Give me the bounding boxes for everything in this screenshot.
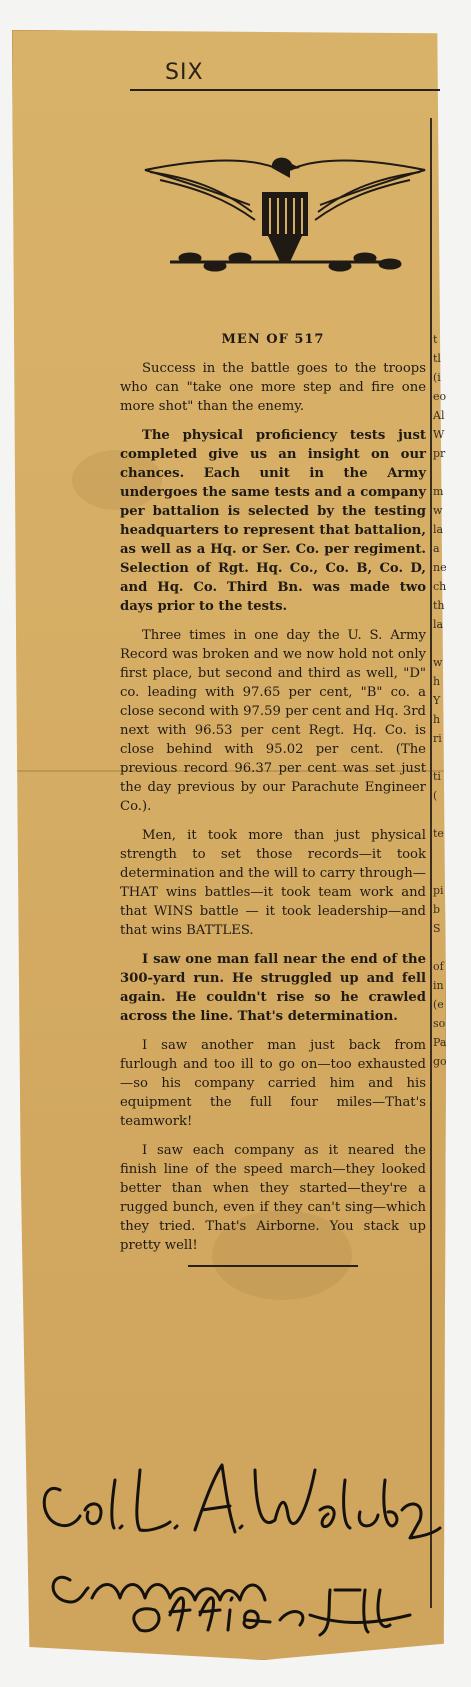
adjacent-fragment: ti xyxy=(433,770,441,783)
eagle-emblem-icon xyxy=(140,150,430,290)
article-paragraph: I saw another man just back from furlough and too ill to go on—too exhausted—so his company carried him and his equipment the full four miles—That's teamwork! xyxy=(120,1038,426,1129)
article-paragraph: Three times in one day the U. S. Army Record was broken and we now hold not only first place, but second and third as well, "D" co. leading with 97.65 per cent, "B" co. a close second with 97.59 per cent and Hq. 3rd next with 96.53 per cent Regt. Hq. Co. is close behind with 95.02 per cent. (The previous record 96.37 per cent was set just the day previous by our Parachute Engineer Co.). xyxy=(120,628,426,814)
adjacent-fragment: h xyxy=(433,675,441,688)
adjacent-fragment: m xyxy=(433,485,444,498)
adjacent-fragment: pr xyxy=(433,447,446,460)
article-paragraph: I saw one man fall near the end of the 300-yard run. He struggled up and fell again. He couldn't rise so he crawled across the line. That's determination. xyxy=(120,952,426,1024)
adjacent-fragment: eo xyxy=(433,390,447,403)
page-number: SIX xyxy=(165,60,204,85)
adjacent-fragment: te xyxy=(433,827,444,840)
article-paragraph: The physical proficiency tests just completed give us an insight on our chances. Each unit in the Army undergoes the same tests and a company per battalion is selected by the testing headquarters to represent that battalion, as well as a Hq. or Ser. Co. per regiment. Selection of Rgt. Hq. Co., Co. B, Co. D, and Hq. Co. Third Bn. was made two days prior to the tests. xyxy=(120,428,426,614)
column-rule xyxy=(430,118,432,1608)
article xyxy=(120,330,426,1267)
article-paragraph: Men, it took more than just physical strength to set those records—it took determination and the will to carry through—THAT wins battles—it took team work and that WINS battle — it took leadership—and that wins BATTLES. xyxy=(120,828,426,938)
adjacent-fragment xyxy=(433,805,453,824)
adjacent-fragment: ne xyxy=(433,561,447,574)
end-rule xyxy=(188,1265,358,1267)
adjacent-fragment: (e xyxy=(433,998,444,1011)
adjacent-fragment: th xyxy=(433,599,445,612)
adjacent-fragment: b xyxy=(433,903,441,916)
adjacent-fragment xyxy=(433,938,453,957)
adjacent-fragment: in xyxy=(433,979,444,992)
handwritten-signature xyxy=(30,1440,450,1640)
article-paragraph: Success in the battle goes to the troops who can "take one more step and fire one more shot" than the enemy. xyxy=(120,361,426,414)
adjacent-fragment: w xyxy=(433,504,443,517)
adjacent-fragment: la xyxy=(433,523,444,536)
adjacent-fragment: la xyxy=(433,618,444,631)
adjacent-fragment: (i xyxy=(433,371,441,384)
adjacent-fragment: a xyxy=(433,542,440,555)
adjacent-fragment xyxy=(433,862,453,881)
adjacent-fragment: w xyxy=(433,656,443,669)
adjacent-fragment: h xyxy=(433,713,441,726)
adjacent-fragment: of xyxy=(433,960,444,973)
adjacent-fragment: ch xyxy=(433,580,447,593)
adjacent-fragment: pi xyxy=(433,884,444,897)
adjacent-fragment: W xyxy=(433,428,445,441)
adjacent-fragment xyxy=(433,463,453,482)
adjacent-fragment xyxy=(433,634,453,653)
adjacent-fragment: Pa xyxy=(433,1036,447,1049)
article-headline: MEN OF 517 xyxy=(221,332,325,347)
adjacent-fragment: S xyxy=(433,922,441,935)
adjacent-fragment: ri xyxy=(433,732,442,745)
adjacent-fragment: ( xyxy=(433,789,438,802)
adjacent-fragment xyxy=(433,843,453,862)
adjacent-fragment: Al xyxy=(433,409,445,422)
adjacent-fragment xyxy=(433,748,453,767)
adjacent-fragment: Y xyxy=(433,694,441,707)
adjacent-fragment: go xyxy=(433,1055,447,1068)
page-header xyxy=(130,60,440,91)
article-paragraph: I saw each company as it neared the finish line of the speed march—they looked better than when they started—they're a rugged bunch, even if they can't sing—which they tried. That's Airborne. You stack up pretty well! xyxy=(120,1143,426,1253)
adjacent-fragment: so xyxy=(433,1017,446,1030)
adjacent-fragment: tl xyxy=(433,352,441,365)
adjacent-column-fragments xyxy=(433,330,453,1071)
adjacent-fragment: t xyxy=(433,333,438,346)
